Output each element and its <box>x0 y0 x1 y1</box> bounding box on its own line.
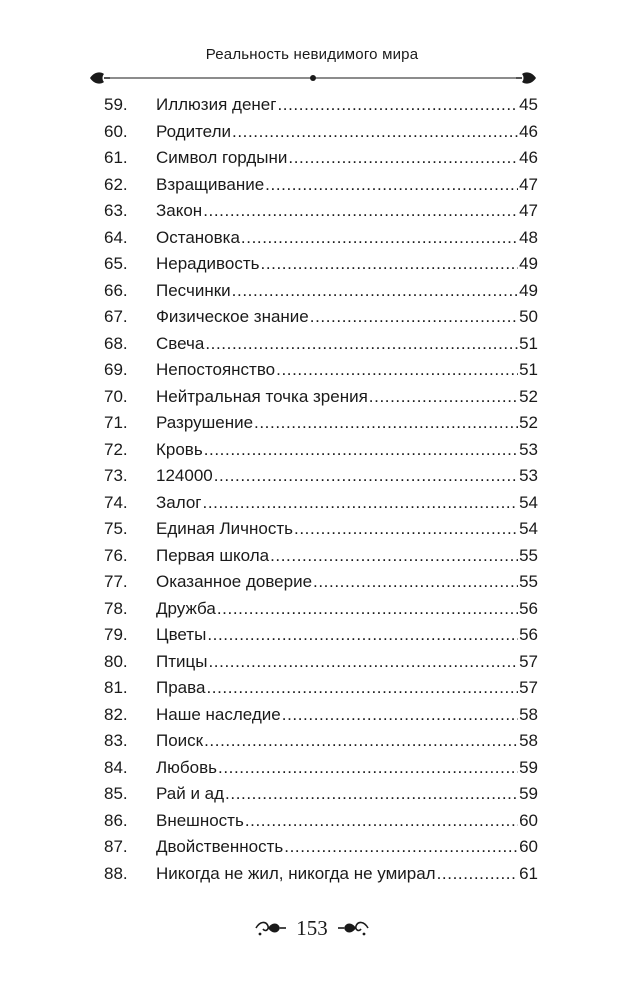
toc-dot-leader <box>217 599 518 619</box>
toc-entry-title: Рай и ад <box>156 784 225 803</box>
toc-entry-page: 46 <box>519 121 538 141</box>
toc-entry-title: Первая школа <box>156 545 270 565</box>
flourish-left-icon <box>254 918 288 938</box>
toc-entry-number: 59. <box>104 95 128 114</box>
toc-entry-page: 53 <box>519 466 538 485</box>
toc-entry-page: 46 <box>519 148 538 167</box>
toc-entry-number: 64. <box>104 227 128 247</box>
toc-entry-page: 56 <box>519 625 538 644</box>
toc-entry-page: 60 <box>519 810 538 830</box>
toc-entry-page: 51 <box>519 360 538 379</box>
toc-dot-leader <box>245 811 518 831</box>
toc-entry <box>104 864 538 891</box>
toc-entry-number: 60. <box>104 121 128 141</box>
page-number: 153 <box>296 915 328 940</box>
toc-dot-leader <box>206 678 518 698</box>
toc-dot-leader <box>208 652 518 672</box>
toc-entry-page: 47 <box>519 174 538 194</box>
toc-entry <box>104 546 538 573</box>
toc-entry-number: 86. <box>104 810 128 830</box>
toc-dot-leader <box>437 864 518 884</box>
toc-entry <box>104 572 538 599</box>
toc-entry-number: 67. <box>104 307 128 326</box>
toc-entry-number: 79. <box>104 625 128 644</box>
toc-entry <box>104 201 538 228</box>
toc-entry-number: 87. <box>104 837 128 856</box>
toc-entry-number: 84. <box>104 757 128 777</box>
toc-entry-number: 72. <box>104 439 128 459</box>
toc-dot-leader <box>294 519 518 539</box>
toc-entry-page: 58 <box>519 731 538 750</box>
toc-entry <box>104 334 538 361</box>
toc-entry-title: Иллюзия денег <box>156 95 277 114</box>
toc-entry-number: 83. <box>104 731 128 750</box>
toc-entry-page: 55 <box>519 572 538 591</box>
toc-entry-number: 73. <box>104 466 128 485</box>
toc-entry-title: Двойственность <box>156 837 284 856</box>
toc-entry-page: 49 <box>519 254 538 273</box>
toc-dot-leader <box>214 466 518 486</box>
toc-entry-title: Никогда не жил, никогда не умирал <box>156 863 436 883</box>
toc-entry-title: Родители <box>156 121 231 141</box>
toc-entry-title: Дружба <box>156 598 216 618</box>
toc-entry-page: 60 <box>519 837 538 856</box>
toc-entry-number: 76. <box>104 545 128 565</box>
toc-entry <box>104 413 538 440</box>
toc-entry-title: Единая Личность <box>156 519 294 538</box>
toc-entry <box>104 254 538 281</box>
table-of-contents <box>104 95 538 890</box>
toc-entry <box>104 95 538 122</box>
toc-entry <box>104 652 538 679</box>
toc-entry-page: 61 <box>519 863 538 883</box>
toc-entry <box>104 731 538 758</box>
toc-entry-title: Любовь <box>156 757 217 777</box>
toc-entry <box>104 678 538 705</box>
toc-entry-title: Цветы <box>156 625 207 644</box>
toc-entry-title: Символ гордыни <box>156 148 288 167</box>
toc-dot-leader <box>261 254 519 274</box>
toc-entry <box>104 387 538 414</box>
toc-entry-title: Права <box>156 678 206 697</box>
toc-entry-page: 52 <box>519 413 538 432</box>
toc-entry <box>104 758 538 785</box>
toc-dot-leader <box>241 228 518 248</box>
toc-entry-number: 70. <box>104 386 128 406</box>
toc-entry-page: 58 <box>519 704 538 724</box>
flourish-right-icon <box>336 918 370 938</box>
page-footer <box>0 910 624 946</box>
toc-entry-page: 49 <box>519 280 538 300</box>
toc-dot-leader <box>270 546 518 566</box>
toc-entry <box>104 493 538 520</box>
toc-entry-number: 62. <box>104 174 128 194</box>
toc-entry-page: 54 <box>519 519 538 538</box>
toc-entry <box>104 784 538 811</box>
toc-entry-title: 124000 <box>156 466 213 485</box>
toc-entry-number: 75. <box>104 519 128 538</box>
toc-entry-page: 54 <box>519 492 538 512</box>
toc-entry-title: Нерадивость <box>156 254 260 273</box>
toc-entry-page: 57 <box>519 678 538 697</box>
toc-entry-number: 88. <box>104 863 128 883</box>
toc-entry <box>104 440 538 467</box>
toc-entry-number: 80. <box>104 651 128 671</box>
toc-entry-page: 50 <box>519 307 538 326</box>
toc-dot-leader <box>225 784 518 804</box>
toc-entry-title: Песчинки <box>156 280 231 300</box>
toc-entry-title: Залог <box>156 492 202 512</box>
toc-entry-page: 45 <box>519 95 538 114</box>
toc-dot-leader <box>232 281 518 301</box>
toc-entry-number: 69. <box>104 360 128 379</box>
toc-dot-leader <box>284 837 518 857</box>
toc-dot-leader <box>313 572 518 592</box>
toc-entry <box>104 625 538 652</box>
toc-entry-number: 74. <box>104 492 128 512</box>
toc-entry-page: 53 <box>519 439 538 459</box>
toc-dot-leader <box>265 175 518 195</box>
leaf-ornament-left-icon <box>90 72 110 83</box>
toc-entry-number: 77. <box>104 572 128 591</box>
toc-dot-leader <box>204 731 518 751</box>
toc-entry-page: 55 <box>519 545 538 565</box>
toc-entry <box>104 228 538 255</box>
toc-entry-page: 48 <box>519 227 538 247</box>
toc-entry <box>104 705 538 732</box>
toc-dot-leader <box>254 413 518 433</box>
toc-entry-number: 81. <box>104 678 128 697</box>
toc-entry <box>104 519 538 546</box>
toc-entry-title: Разрушение <box>156 413 254 432</box>
toc-entry-title: Поиск <box>156 731 204 750</box>
toc-dot-leader <box>288 148 518 168</box>
toc-entry-title: Оказанное доверие <box>156 572 313 591</box>
toc-dot-leader <box>232 122 518 142</box>
toc-entry-page: 47 <box>519 201 538 220</box>
toc-entry <box>104 175 538 202</box>
toc-entry-page: 57 <box>519 651 538 671</box>
toc-entry-page: 56 <box>519 598 538 618</box>
toc-entry-title: Птицы <box>156 651 208 671</box>
toc-entry <box>104 837 538 864</box>
toc-entry-number: 61. <box>104 148 128 167</box>
toc-dot-leader <box>277 95 518 115</box>
center-dot-icon <box>310 75 316 81</box>
toc-dot-leader <box>276 360 518 380</box>
leaf-ornament-right-icon <box>516 72 536 83</box>
toc-entry-title: Закон <box>156 201 203 220</box>
toc-entry-title: Внешность <box>156 810 244 830</box>
running-title: Реальность невидимого мира <box>205 46 419 63</box>
toc-entry-title: Взращивание <box>156 174 265 194</box>
toc-entry <box>104 281 538 308</box>
toc-entry <box>104 811 538 838</box>
toc-dot-leader <box>203 201 518 221</box>
toc-entry-title: Кровь <box>156 439 203 459</box>
toc-entry-page: 51 <box>519 333 538 353</box>
toc-entry-number: 63. <box>104 201 128 220</box>
toc-entry <box>104 599 538 626</box>
toc-dot-leader <box>369 387 518 407</box>
toc-entry-title: Наше наследие <box>156 704 281 724</box>
toc-entry-number: 78. <box>104 598 128 618</box>
toc-dot-leader <box>204 440 518 460</box>
toc-entry-page: 59 <box>519 757 538 777</box>
toc-dot-leader <box>310 307 518 327</box>
toc-entry-title: Непостоянство <box>156 360 276 379</box>
toc-entry <box>104 122 538 149</box>
toc-entry-number: 68. <box>104 333 128 353</box>
toc-dot-leader <box>282 705 518 725</box>
toc-entry-number: 85. <box>104 784 128 803</box>
toc-entry <box>104 466 538 493</box>
toc-dot-leader <box>218 758 518 778</box>
toc-entry-page: 59 <box>519 784 538 803</box>
toc-entry <box>104 307 538 334</box>
toc-entry-number: 65. <box>104 254 128 273</box>
toc-entry-number: 66. <box>104 280 128 300</box>
ornamental-header-rule <box>88 68 538 88</box>
toc-entry <box>104 148 538 175</box>
toc-entry-page: 52 <box>519 386 538 406</box>
toc-dot-leader <box>207 625 518 645</box>
toc-entry <box>104 360 538 387</box>
toc-entry-title: Физическое знание <box>156 307 309 326</box>
toc-dot-leader <box>203 493 519 513</box>
toc-entry-title: Свеча <box>156 333 205 353</box>
toc-entry-number: 82. <box>104 704 128 724</box>
toc-entry-title: Остановка <box>156 227 240 247</box>
toc-entry-number: 71. <box>104 413 128 432</box>
toc-dot-leader <box>205 334 518 354</box>
toc-entry-title: Нейтральная точка зрения <box>156 386 368 406</box>
